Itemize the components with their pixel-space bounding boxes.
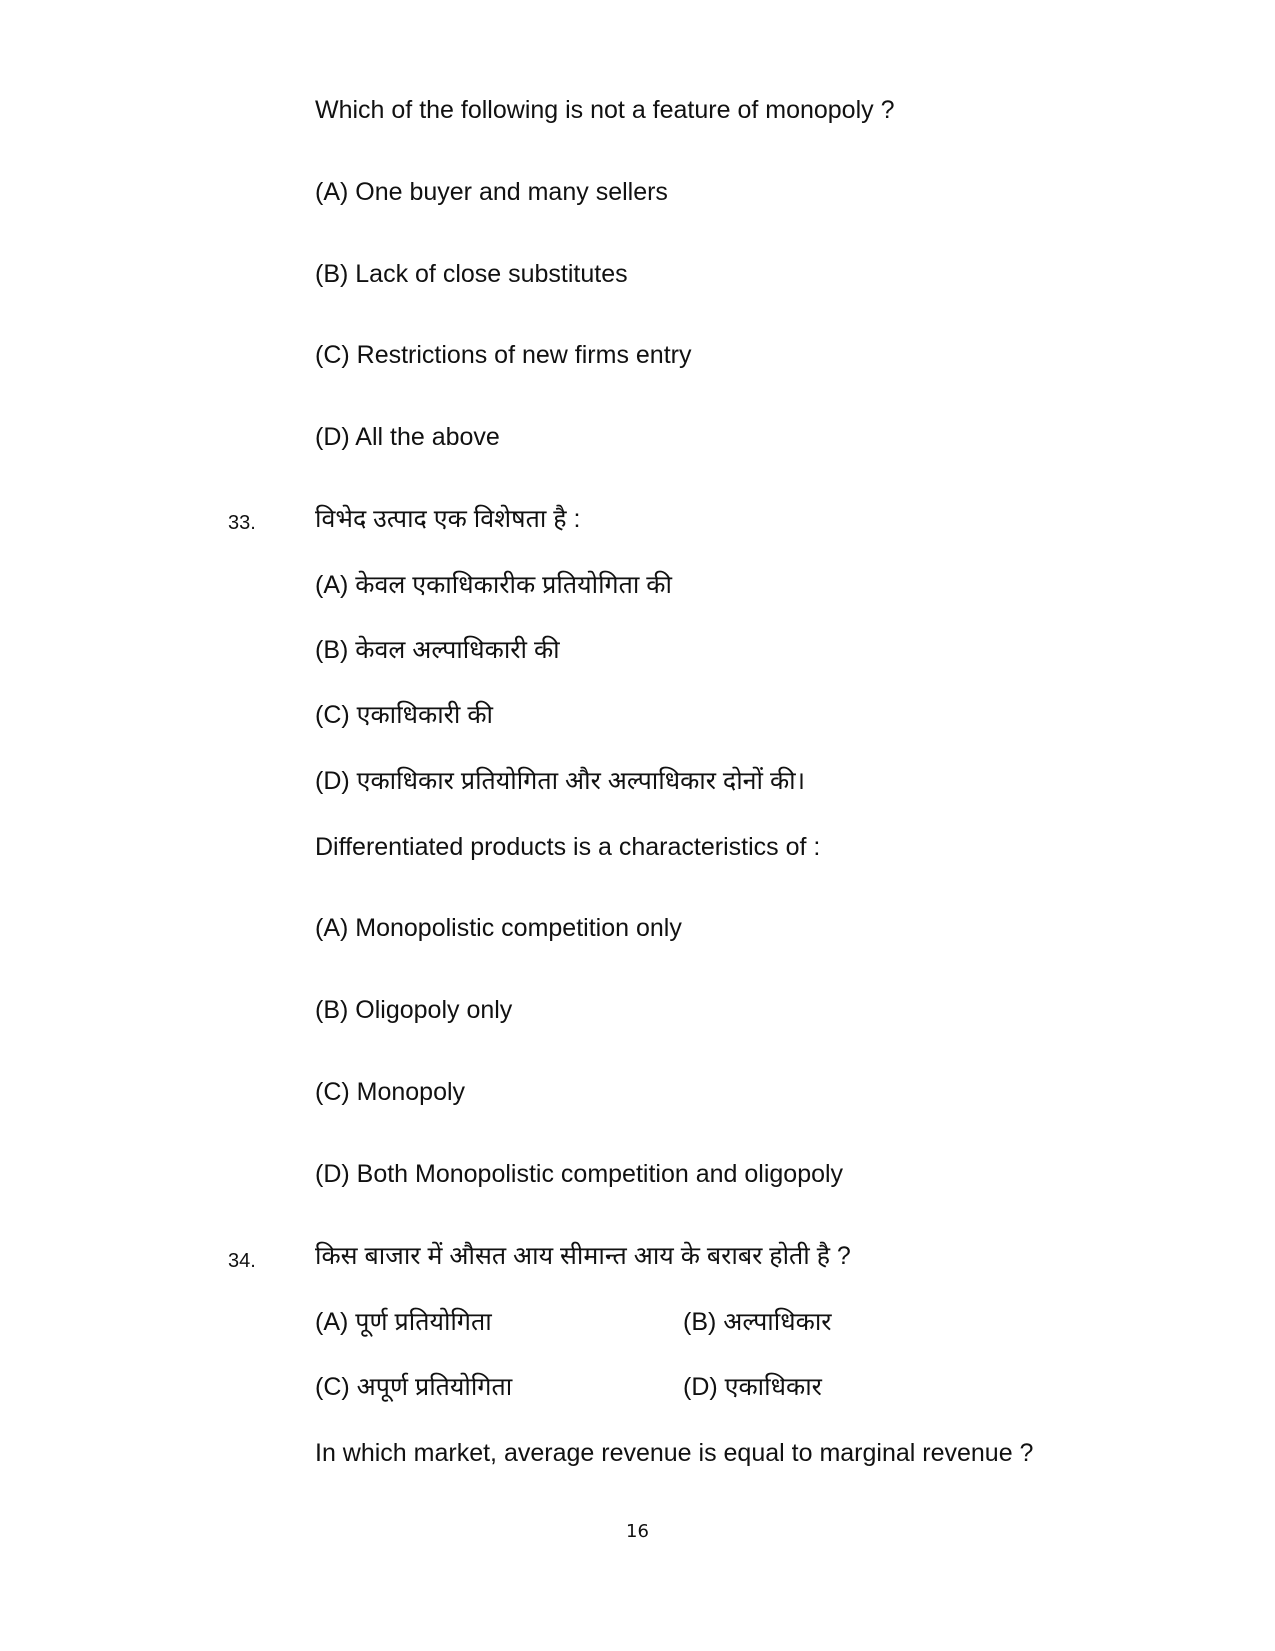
question-text-hindi: किस बाजार में औसत आय सीमान्त आय के बराबर होती है ?	[315, 1242, 851, 1270]
option-d: (D) Both Monopolistic competition and oligopoly	[315, 1160, 844, 1188]
option-d-hindi: (D) एकाधिकार प्रतियोगिता और अल्पाधिकार दोनों की।	[315, 767, 806, 795]
question-number: 33.	[228, 512, 256, 534]
question-text: In which market, average revenue is equal to marginal revenue ?	[315, 1439, 1034, 1467]
option-a-hindi: (A) केवल एकाधिकारीक प्रतियोगिता की	[315, 571, 672, 599]
question-text: Which of the following is not a feature of monopoly ?	[315, 96, 895, 124]
question-text: Differentiated products is a characteristics of :	[315, 833, 821, 861]
option-a: (A) One buyer and many sellers	[315, 178, 668, 206]
option-c: (C) Restrictions of new firms entry	[315, 341, 692, 369]
question-text-hindi: विभेद उत्पाद एक विशेषता है :	[315, 505, 581, 533]
option-b-hindi: (B) केवल अल्पाधिकारी की	[315, 636, 560, 664]
page-number: 16	[626, 1521, 649, 1542]
question-number: 34.	[228, 1250, 256, 1272]
option-a: (A) Monopolistic competition only	[315, 914, 682, 942]
option-b: (B) Lack of close substitutes	[315, 260, 628, 288]
option-b-hindi: (B) अल्पाधिकार	[683, 1308, 832, 1336]
option-d-hindi: (D) एकाधिकार	[683, 1373, 822, 1401]
option-b: (B) Oligopoly only	[315, 996, 513, 1024]
option-c: (C) Monopoly	[315, 1078, 466, 1106]
option-c-hindi: (C) एकाधिकारी की	[315, 701, 493, 729]
option-d: (D) All the above	[315, 423, 500, 451]
option-c-hindi: (C) अपूर्ण प्रतियोगिता	[315, 1373, 513, 1401]
option-a-hindi: (A) पूर्ण प्रतियोगिता	[315, 1308, 492, 1336]
